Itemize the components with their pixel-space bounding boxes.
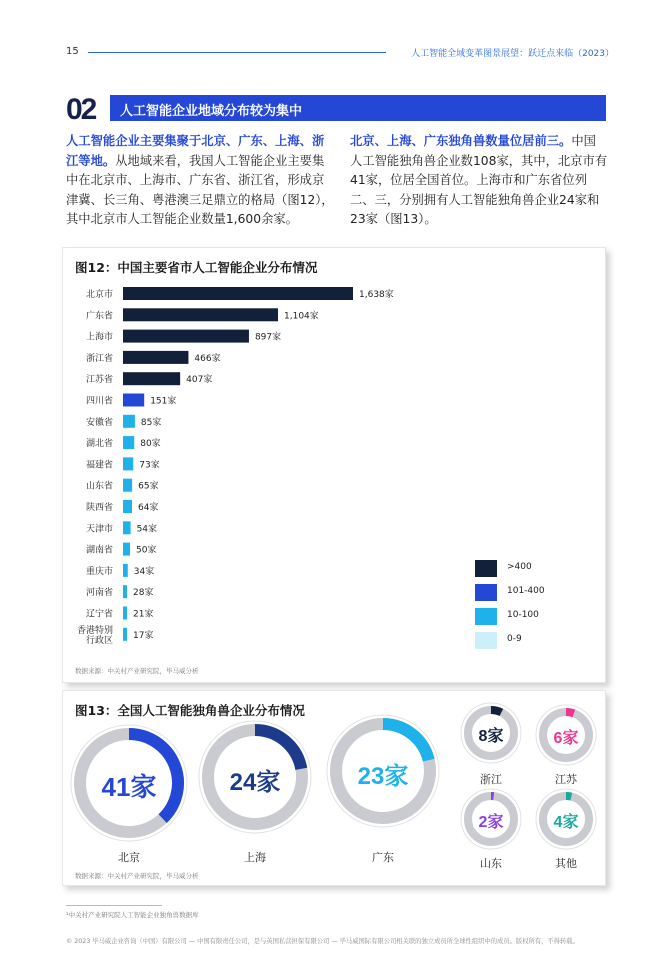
figure-12-source: 数据来源：中关村产业研究院，毕马威分析 xyxy=(75,667,199,675)
bar-category-label: 湖南省 xyxy=(85,545,113,556)
bar-value-label: 34家 xyxy=(133,566,155,577)
bar-category-label: 香港特别 xyxy=(76,625,113,636)
right-paragraph xyxy=(350,132,608,230)
donut-value-label: 8家 xyxy=(478,728,504,746)
donut-category-label: 上海 xyxy=(244,851,266,864)
figure-13-source: 数据来源：中关村产业研究院，毕马威分析 xyxy=(75,872,199,880)
donut-江苏 xyxy=(535,704,597,766)
bar-value-label: 50家 xyxy=(136,545,157,556)
bar-category-label: 天津市 xyxy=(85,524,113,535)
bar-value-label: 54家 xyxy=(136,524,158,535)
legend-swatch xyxy=(475,608,497,625)
bar-category-label: 行政区 xyxy=(85,635,113,646)
header-rule xyxy=(88,52,386,53)
bar-value-label: 407家 xyxy=(186,375,213,386)
bar-value-label: 80家 xyxy=(140,439,161,450)
page-number: 15 xyxy=(66,46,79,57)
bar-category-label: 陕西省 xyxy=(85,503,113,513)
page-header xyxy=(66,46,614,60)
legend-label: 0-9 xyxy=(507,634,522,644)
bar-category-label: 山东省 xyxy=(85,481,113,492)
bar xyxy=(123,585,127,598)
legend-swatch xyxy=(475,584,497,601)
donut-category-label: 其他 xyxy=(555,857,577,870)
figure-13-title: 图13：全国人工智能独角兽企业分布情况 xyxy=(75,703,305,718)
section-title-bar xyxy=(110,95,606,121)
legend-swatch xyxy=(475,632,497,649)
figure-13-card xyxy=(62,690,606,886)
donut-slice xyxy=(566,712,574,713)
bar xyxy=(123,607,127,620)
bar xyxy=(123,457,133,470)
bar-value-label: 73家 xyxy=(139,460,160,471)
donut-slice xyxy=(491,710,501,712)
bar xyxy=(123,521,131,534)
bar xyxy=(123,628,127,641)
bar-value-label: 64家 xyxy=(137,503,159,513)
bar xyxy=(123,564,128,577)
bar-category-label: 辽宁省 xyxy=(85,609,113,620)
report-title: 人工智能全域变革图景展望：跃迁点来临（2023） xyxy=(411,49,614,59)
bar-value-label: 17家 xyxy=(133,630,154,641)
donut-value-label: 24家 xyxy=(229,769,281,797)
donut-category-label: 山东 xyxy=(480,857,502,870)
donut-北京 xyxy=(70,724,188,842)
bar-value-label: 1,104家 xyxy=(284,311,319,322)
donut-category-label: 广东 xyxy=(372,851,394,864)
legend-swatch xyxy=(475,560,497,577)
bar-value-label: 466家 xyxy=(194,353,221,364)
bar-value-label: 85家 xyxy=(140,417,162,428)
section-title: 人工智能企业地域分布较为集中 xyxy=(120,104,303,119)
bar xyxy=(123,500,132,513)
right-paragraph-highlight: 北京、上海、广东独角兽数量位居前三。 xyxy=(350,134,572,148)
bar-category-label: 浙江省 xyxy=(85,353,113,364)
bar-category-label: 北京市 xyxy=(85,290,113,300)
bar-value-label: 21家 xyxy=(133,609,154,620)
left-paragraph xyxy=(66,132,336,230)
bar-category-label: 广东省 xyxy=(85,311,113,322)
donut-广东 xyxy=(326,714,440,828)
bar xyxy=(123,308,278,321)
bar-category-label: 安徽省 xyxy=(85,417,113,428)
bar-value-label: 1,638家 xyxy=(359,290,394,300)
figure-12-card xyxy=(62,247,606,683)
donut-value-label: 6家 xyxy=(553,730,579,748)
donut-category-label: 浙江 xyxy=(480,773,502,786)
footnote-rule xyxy=(66,905,162,906)
bar xyxy=(123,351,188,364)
donut-上海 xyxy=(198,720,312,834)
donut-value-label: 4家 xyxy=(553,814,579,832)
donut-山东 xyxy=(460,788,522,850)
bar xyxy=(123,287,353,300)
bar-category-label: 四川省 xyxy=(85,396,113,407)
bar-value-label: 151家 xyxy=(150,396,177,407)
right-paragraph-body: 中国人工智能独角兽企业数108家，其中，北京市有41家，位居全国首位。上海市和广东省位列二、三，分别拥有人工智能独角兽企业24家和23家（图13）。 xyxy=(350,134,608,226)
donut-value-label: 41家 xyxy=(101,771,157,802)
donut-浙江 xyxy=(460,702,522,764)
donut-value-label: 2家 xyxy=(478,814,504,832)
bar xyxy=(123,394,144,407)
bar-category-label: 河南省 xyxy=(85,588,113,599)
donut-slice xyxy=(566,796,571,797)
footnote: ¹中关村产业研究院人工智能企业独角兽数据库 xyxy=(66,911,199,919)
copyright: © 2023 毕马威企业咨询（中国）有限公司 — 中国有限责任公司，是与英国私营担保有限公司 — 毕马威国际有限公司相关联的独立成员所全球性组织中的成员。版权所有，不得转载。 xyxy=(66,938,579,945)
bar xyxy=(123,372,180,385)
bar xyxy=(123,330,249,343)
bar-category-label: 福建省 xyxy=(85,460,113,471)
donut-category-label: 江苏 xyxy=(555,773,577,786)
bar-category-label: 江苏省 xyxy=(85,375,113,386)
bar-value-label: 65家 xyxy=(138,481,159,492)
donut-其他 xyxy=(535,788,597,850)
legend-label: 101-400 xyxy=(507,586,545,596)
bar-category-label: 湖北省 xyxy=(85,439,113,450)
bar-category-label: 上海市 xyxy=(85,332,113,343)
legend-label: 10-100 xyxy=(507,610,539,620)
donut-category-label: 北京 xyxy=(118,851,140,864)
left-paragraph-body: 从地域来看，我国人工智能企业主要集中在北京市、上海市、广东省、浙江省，形成京津冀、长三角、粤港澳三足鼎立的格局（图12），其中北京市人工智能企业数量1,600余家。 xyxy=(66,153,334,226)
bar-category-label: 重庆市 xyxy=(85,566,113,577)
legend-label: >400 xyxy=(507,562,532,572)
bar-value-label: 28家 xyxy=(133,588,154,599)
bar-value-label: 897家 xyxy=(254,332,282,343)
bar xyxy=(123,415,135,428)
bar xyxy=(123,436,134,449)
section-number: 02 xyxy=(66,93,96,126)
donut-value-label: 23家 xyxy=(357,763,409,791)
left-paragraph-highlight: 人工智能企业主要集聚于北京、广东、上海、浙江等地。 xyxy=(66,134,325,168)
figure-12-title: 图12：中国主要省市人工智能企业分布情况 xyxy=(75,260,318,275)
section-heading xyxy=(66,93,606,126)
bar xyxy=(123,479,132,492)
bar xyxy=(123,543,130,556)
